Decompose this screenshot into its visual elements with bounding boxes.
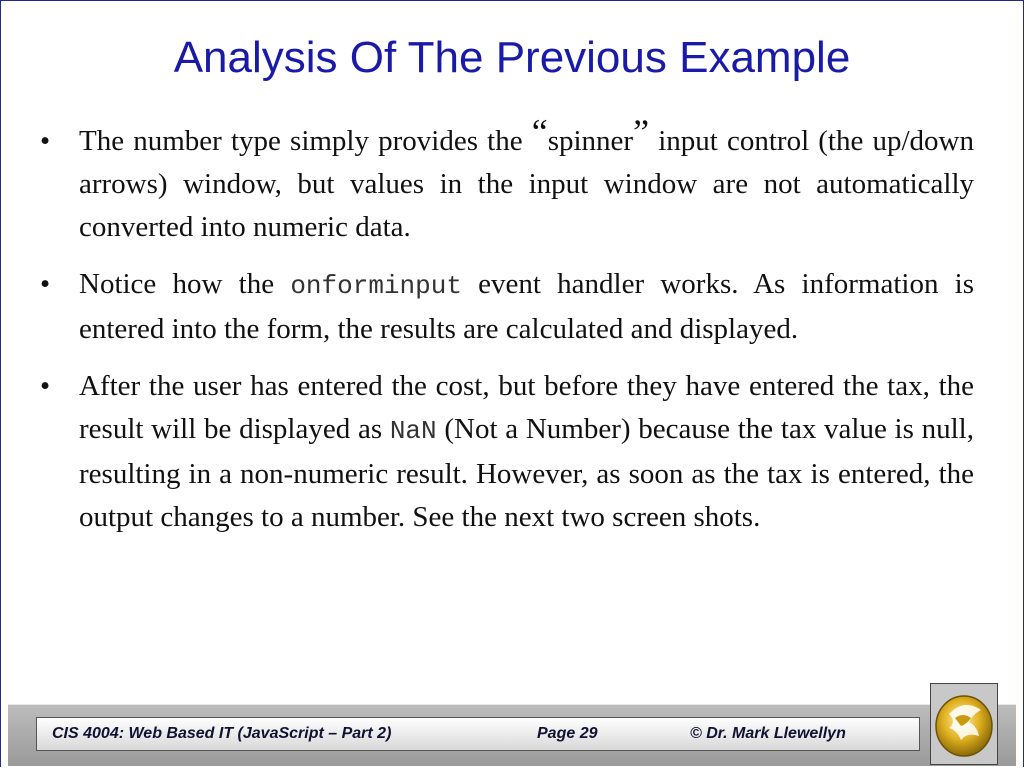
bullet-text: event handler works. As information is entered into the form, the results are calculated and displayed.	[79, 268, 975, 345]
open-quote: “	[531, 112, 548, 152]
bullet-marker: •	[40, 125, 51, 157]
code-term: onforminput	[290, 271, 462, 301]
code-term: NaN	[389, 416, 437, 446]
close-quote: ”	[633, 112, 650, 152]
footer-course: CIS 4004: Web Based IT (JavaScript – Part 2)	[52, 725, 392, 742]
bullet-item-3	[40, 365, 974, 539]
bullet-list	[40, 112, 975, 553]
bullet-text: Notice how the	[79, 268, 291, 300]
bullet-text: After the user has entered the cost, but before they have entered the tax, the result will be displayed as	[79, 370, 974, 445]
bullet-text: The number type simply provides the	[79, 125, 532, 157]
pegasus-logo-icon	[931, 684, 997, 764]
bullet-text: input control (the up/down arrows) window, but values in the input window are not automatically converted into numeric data.	[79, 125, 975, 243]
logo-box	[930, 683, 998, 765]
quoted-term: spinner	[547, 125, 634, 157]
footer-page-number: Page 29	[537, 725, 598, 742]
bullet-item-2	[40, 263, 974, 351]
footer-author: © Dr. Mark Llewellyn	[690, 725, 846, 742]
slide-title: Analysis Of The Previous Example	[173, 33, 851, 82]
bullet-item-1	[40, 112, 975, 249]
bullet-text: (Not a Number) because the tax value is null, resulting in a non-numeric result. However, as soon as the tax is entered, the output changes to a number. See the next two screen shots.	[79, 413, 974, 533]
bullet-marker: •	[40, 268, 51, 300]
bullet-marker: •	[40, 370, 51, 402]
